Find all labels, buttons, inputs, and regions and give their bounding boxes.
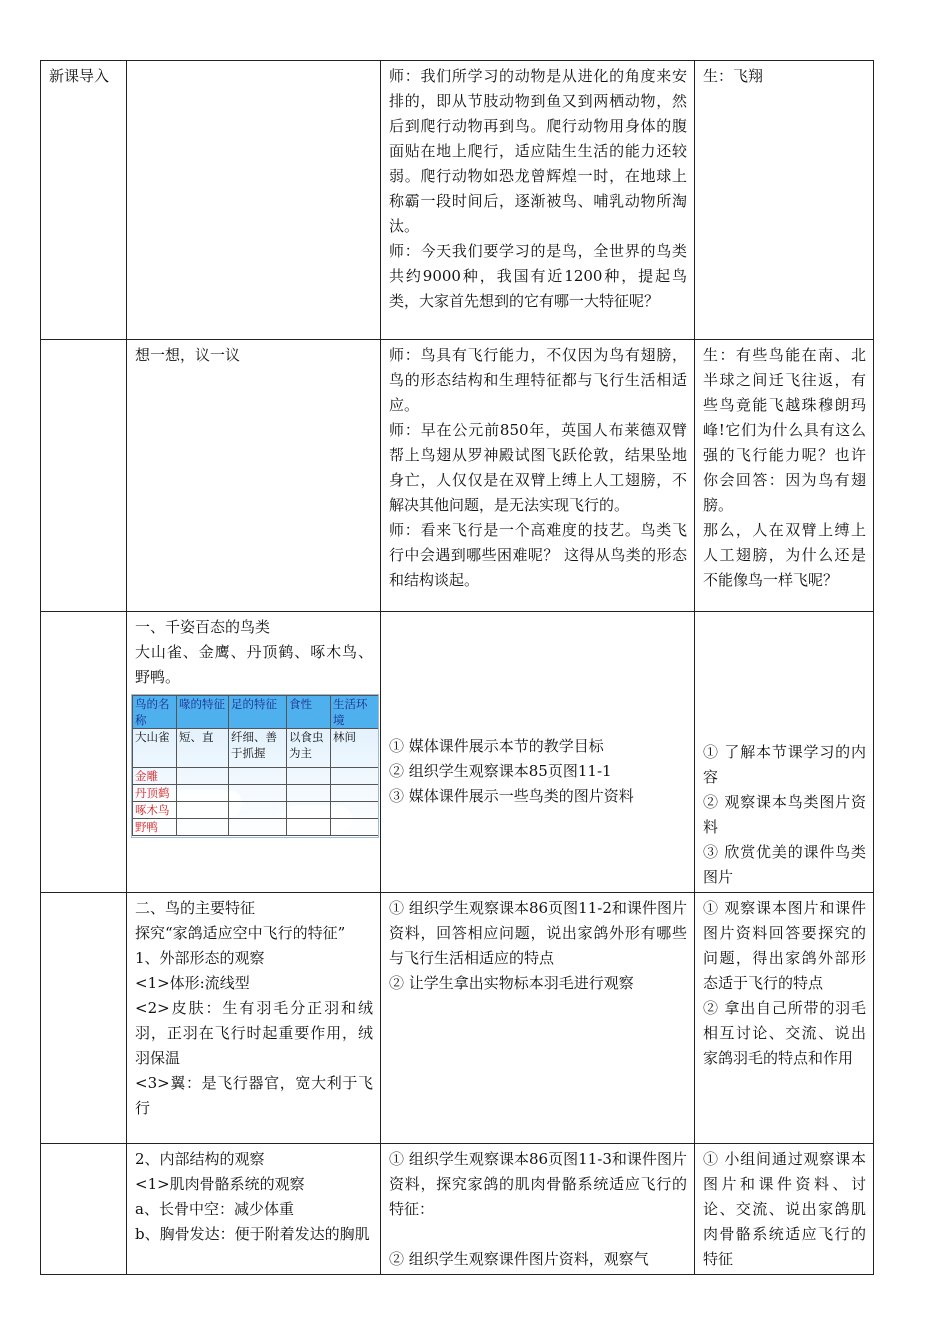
- teacher-paragraph: ③ 媒体课件展示一些鸟类的图片资料: [389, 786, 634, 805]
- header-cell: 生活环境: [331, 696, 380, 729]
- table-cell: [177, 785, 229, 802]
- table-cell: [177, 802, 229, 819]
- table-row: [133, 802, 380, 819]
- stage-cell: [41, 1144, 127, 1275]
- student-cell: [695, 612, 874, 893]
- student-cell: [695, 61, 874, 340]
- table-row: [41, 893, 874, 1144]
- spacer: [389, 1222, 687, 1247]
- teacher-cell: [381, 893, 695, 1144]
- table-cell: [177, 819, 229, 836]
- stage-label: 新课导入: [49, 67, 110, 85]
- table-cell: [331, 768, 380, 785]
- table-row: [133, 819, 380, 836]
- content-line: <1>体形:流线型: [135, 974, 250, 992]
- content-line: <3>翼：是飞行器官，宽大利于飞行: [135, 1074, 373, 1117]
- section-heading: 二、鸟的主要特征: [135, 899, 256, 917]
- bird-name-cell: 大山雀: [133, 729, 177, 768]
- content-cell: [127, 612, 381, 893]
- student-cell: [695, 893, 874, 1144]
- table-cell: [229, 785, 287, 802]
- teacher-cell: [381, 612, 695, 893]
- table-cell: [177, 768, 229, 785]
- table-header-row: [133, 696, 380, 729]
- teacher-paragraph: ① 组织学生观察课本86页图11-3和课件图片资料，探究家鸽的肌肉骨骼系统适应飞行的特征：: [389, 1150, 687, 1218]
- table-cell: [229, 819, 287, 836]
- bird-name-cell: 野鸭: [133, 819, 177, 836]
- teacher-paragraph: 师：今天我们要学习的是鸟，全世界的鸟类共约9000种，我国有近1200种，提起鸟类，大家首先想到的它有哪一大特征呢？: [389, 242, 687, 310]
- table-cell: [331, 785, 380, 802]
- table-cell: 以食虫为主: [287, 729, 331, 768]
- teacher-cell: [381, 61, 695, 340]
- teacher-cell: [381, 340, 695, 612]
- table-cell: [229, 802, 287, 819]
- student-paragraph: ② 观察课本鸟类图片资料: [703, 793, 866, 836]
- header-cell: 喙的特征: [177, 696, 229, 729]
- table-cell: 纤细、善于抓握: [229, 729, 287, 768]
- teacher-paragraph: 师：早在公元前850年，英国人布莱德双臂帮上鸟翅从罗神殿试图飞跃伦敦，结果坠地身亡，人仅仅是在双臂上缚上人工翅膀，不解决其他问题，是无法实现飞行的。: [389, 421, 687, 514]
- student-paragraph: ① 了解本节课学习的内容: [703, 743, 866, 786]
- content-cell: [127, 1144, 381, 1275]
- bird-name-cell: 金雕: [133, 768, 177, 785]
- student-paragraph: ① 观察课本图片和课件图片资料回答要探究的问题，得出家鸽外部形态适于飞行的特点: [703, 899, 866, 992]
- content-line: b、胸骨发达：便于附着发达的胸肌: [135, 1225, 370, 1243]
- stage-cell: [41, 61, 127, 340]
- content-cell: [127, 893, 381, 1144]
- lesson-plan-table: [40, 60, 874, 1275]
- table-row: [41, 340, 874, 612]
- bird-feature-table: [132, 695, 379, 836]
- content-line: a、长骨中空：减少体重: [135, 1200, 294, 1218]
- table-row: [133, 768, 380, 785]
- content-line: 大山雀、金鹰、丹顶鹤、啄木鸟、野鸭。: [135, 643, 373, 686]
- student-paragraph: ③ 欣赏优美的课件鸟类图片: [703, 843, 866, 886]
- header-cell: 食性: [287, 696, 331, 729]
- table-row: [41, 1144, 874, 1275]
- content-cell: [127, 340, 381, 612]
- student-cell: [695, 340, 874, 612]
- bird-name-cell: 丹顶鹤: [133, 785, 177, 802]
- header-cell: 足的特征: [229, 696, 287, 729]
- student-paragraph: ① 小组间通过观察课本图片和课件资料、讨论、交流、说出家鸽肌肉骨骼系统适应飞行的特征: [703, 1150, 866, 1268]
- content-line: 探究“家鸽适应空中飞行的特征”: [135, 924, 346, 942]
- teacher-paragraph: ② 组织学生观察课本85页图11-1: [389, 761, 612, 780]
- content-cell: [127, 61, 381, 340]
- table-cell: 林间: [331, 729, 380, 768]
- table-cell: [287, 819, 331, 836]
- teacher-cell: [381, 1144, 695, 1275]
- teacher-paragraph: 师：看来飞行是一个高难度的技艺。鸟类飞行中会遇到哪些困难呢？ 这得从鸟类的形态和结构谈起。: [389, 521, 687, 589]
- student-cell: [695, 1144, 874, 1275]
- content-line: <1>肌肉骨骼系统的观察: [135, 1175, 305, 1193]
- table-cell: 短、直: [177, 729, 229, 768]
- stage-cell: [41, 893, 127, 1144]
- student-paragraph: 生：有些鸟能在南、北半球之间迁飞往返，有些鸟竟能飞越珠穆朗玛峰!它们为什么具有这么强的飞行能力呢？也许你会回答：因为鸟有翅膀。: [703, 346, 866, 514]
- teacher-paragraph: ① 组织学生观察课本86页图11-2和课件图片资料，回答相应问题，说出家鸽外形有哪些与飞行生活相适应的特点: [389, 899, 687, 967]
- section-heading: 一、千姿百态的鸟类: [135, 618, 271, 636]
- table-row: [41, 61, 874, 340]
- bird-table-slide-image: [131, 694, 379, 838]
- student-paragraph: 那么，人在双臂上缚上人工翅膀，为什么还是不能像鸟一样飞呢？: [703, 521, 866, 589]
- table-cell: [287, 768, 331, 785]
- stage-cell: [41, 340, 127, 612]
- content-line: <2>皮肤：生有羽毛分正羽和绒羽，正羽在飞行时起重要作用，绒羽保温: [135, 999, 373, 1067]
- teacher-paragraph: ② 组织学生观察课件图片资料，观察气: [389, 1250, 649, 1268]
- teacher-paragraph: ① 媒体课件展示本节的教学目标: [389, 736, 604, 755]
- content-line: 1、外部形态的观察: [135, 949, 265, 967]
- table-row: [41, 612, 874, 893]
- table-cell: [331, 802, 380, 819]
- stage-cell: [41, 612, 127, 893]
- table-cell: [287, 785, 331, 802]
- table-cell: [229, 768, 287, 785]
- content-line: 2、内部结构的观察: [135, 1150, 265, 1168]
- table-row: [133, 729, 380, 768]
- table-row: [133, 785, 380, 802]
- teacher-paragraph: ② 让学生拿出实物标本羽毛进行观察: [389, 974, 634, 992]
- content-line: 想一想，议一议: [135, 346, 241, 364]
- bird-name-cell: 啄木鸟: [133, 802, 177, 819]
- student-paragraph: ② 拿出自己所带的羽毛相互讨论、交流、说出家鸽羽毛的特点和作用: [703, 999, 866, 1067]
- teacher-paragraph: 师：我们所学习的动物是从进化的角度来安排的，即从节肢动物到鱼又到两栖动物，然后到爬行动物再到鸟。爬行动物用身体的腹面贴在地上爬行，适应陆生生活的能力还较弱。爬行动物如恐龙曾辉煌一时，在地球上称霸一段时间后，逐渐被鸟、哺乳动物所淘汰。: [389, 67, 687, 235]
- student-paragraph: 生：飞翔: [703, 67, 764, 85]
- teacher-paragraph: 师：鸟具有飞行能力，不仅因为鸟有翅膀，鸟的形态结构和生理特征都与飞行生活相适应。: [389, 346, 687, 414]
- table-cell: [287, 802, 331, 819]
- table-cell: [331, 819, 380, 836]
- header-cell: 鸟的名称: [133, 696, 177, 729]
